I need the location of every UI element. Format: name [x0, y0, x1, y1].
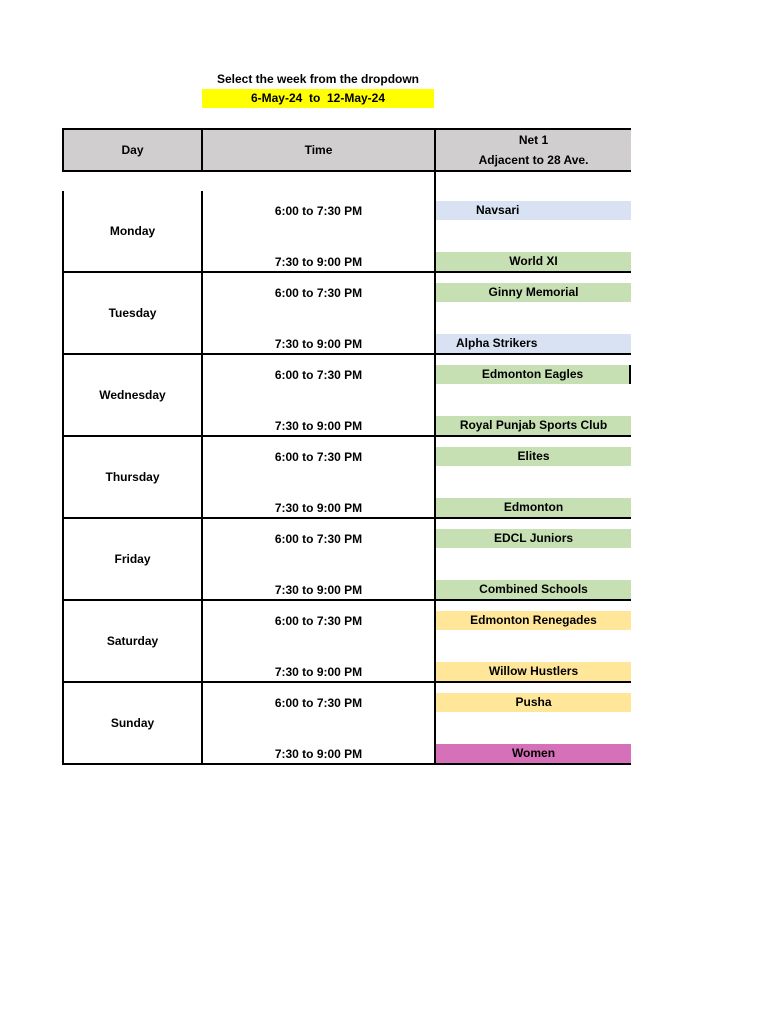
- team-cell[interactable]: [435, 640, 631, 682]
- table-row: [63, 436, 631, 476]
- day-cell-wednesday: Wednesday: [63, 354, 202, 436]
- day-cell-monday: Monday: [63, 191, 202, 272]
- day-cell-sunday: Sunday: [63, 682, 202, 764]
- spacer-row: [63, 171, 631, 191]
- time-cell: 7:30 to 9:00 PM: [202, 476, 435, 518]
- schedule-table: [62, 128, 631, 765]
- team-label: Willow Hustlers: [436, 662, 631, 681]
- team-label: Elites: [436, 447, 631, 466]
- team-label: Edmonton Eagles: [436, 365, 631, 384]
- team-cell[interactable]: [435, 272, 631, 312]
- time-cell: 7:30 to 9:00 PM: [202, 722, 435, 764]
- team-cell[interactable]: [435, 476, 631, 518]
- time-cell: 6:00 to 7:30 PM: [202, 191, 435, 230]
- spacer-cell: [63, 171, 202, 191]
- time-cell: 7:30 to 9:00 PM: [202, 312, 435, 354]
- team-label: Edmonton: [436, 498, 631, 517]
- team-label: Royal Punjab Sports Club: [436, 416, 631, 435]
- day-cell-saturday: Saturday: [63, 600, 202, 682]
- column-header-net: [435, 129, 631, 171]
- time-cell: 7:30 to 9:00 PM: [202, 558, 435, 600]
- table-row: [63, 600, 631, 640]
- team-cell[interactable]: [435, 230, 631, 272]
- team-label: Women: [436, 744, 631, 763]
- table-row: [63, 272, 631, 312]
- team-label: Ginny Memorial: [436, 283, 631, 302]
- team-label: EDCL Juniors: [436, 529, 631, 548]
- time-cell: 6:00 to 7:30 PM: [202, 518, 435, 558]
- team-cell[interactable]: [435, 518, 631, 558]
- week-select-prompt: Select the week from the dropdown: [216, 72, 420, 86]
- team-cell[interactable]: [435, 191, 631, 230]
- column-header-time: Time: [202, 129, 435, 171]
- team-cell[interactable]: [435, 436, 631, 476]
- team-cell[interactable]: [435, 312, 631, 354]
- spacer-cell: [202, 171, 435, 191]
- table-row: [63, 682, 631, 722]
- table-row: [63, 354, 631, 394]
- team-cell[interactable]: [435, 558, 631, 600]
- team-label: Navsari: [436, 201, 631, 220]
- time-cell: 7:30 to 9:00 PM: [202, 640, 435, 682]
- team-cell[interactable]: [435, 722, 631, 764]
- time-cell: 6:00 to 7:30 PM: [202, 272, 435, 312]
- time-cell: 7:30 to 9:00 PM: [202, 394, 435, 436]
- day-cell-friday: Friday: [63, 518, 202, 600]
- table-header-row: [63, 129, 631, 171]
- time-cell: 6:00 to 7:30 PM: [202, 682, 435, 722]
- net-subtitle: Adjacent to 28 Ave.: [478, 153, 589, 167]
- time-cell: 7:30 to 9:00 PM: [202, 230, 435, 272]
- team-cell[interactable]: [435, 394, 631, 436]
- day-cell-thursday: Thursday: [63, 436, 202, 518]
- net-title: Net 1: [518, 133, 549, 147]
- column-header-day: Day: [63, 129, 202, 171]
- team-label: Pusha: [436, 693, 631, 712]
- table-row: [63, 191, 631, 230]
- time-cell: 6:00 to 7:30 PM: [202, 354, 435, 394]
- day-cell-tuesday: Tuesday: [63, 272, 202, 354]
- team-label: World XI: [436, 252, 631, 271]
- team-cell[interactable]: [435, 600, 631, 640]
- week-dropdown[interactable]: 6-May-24 to 12-May-24: [202, 89, 434, 108]
- team-label: Combined Schools: [436, 580, 631, 599]
- time-cell: 6:00 to 7:30 PM: [202, 600, 435, 640]
- table-row: [63, 518, 631, 558]
- team-cell[interactable]: [435, 354, 631, 394]
- time-cell: 6:00 to 7:30 PM: [202, 436, 435, 476]
- spacer-cell: [435, 171, 631, 191]
- team-cell[interactable]: [435, 682, 631, 722]
- team-label: Edmonton Renegades: [436, 611, 631, 630]
- team-label: Alpha Strikers: [436, 334, 631, 353]
